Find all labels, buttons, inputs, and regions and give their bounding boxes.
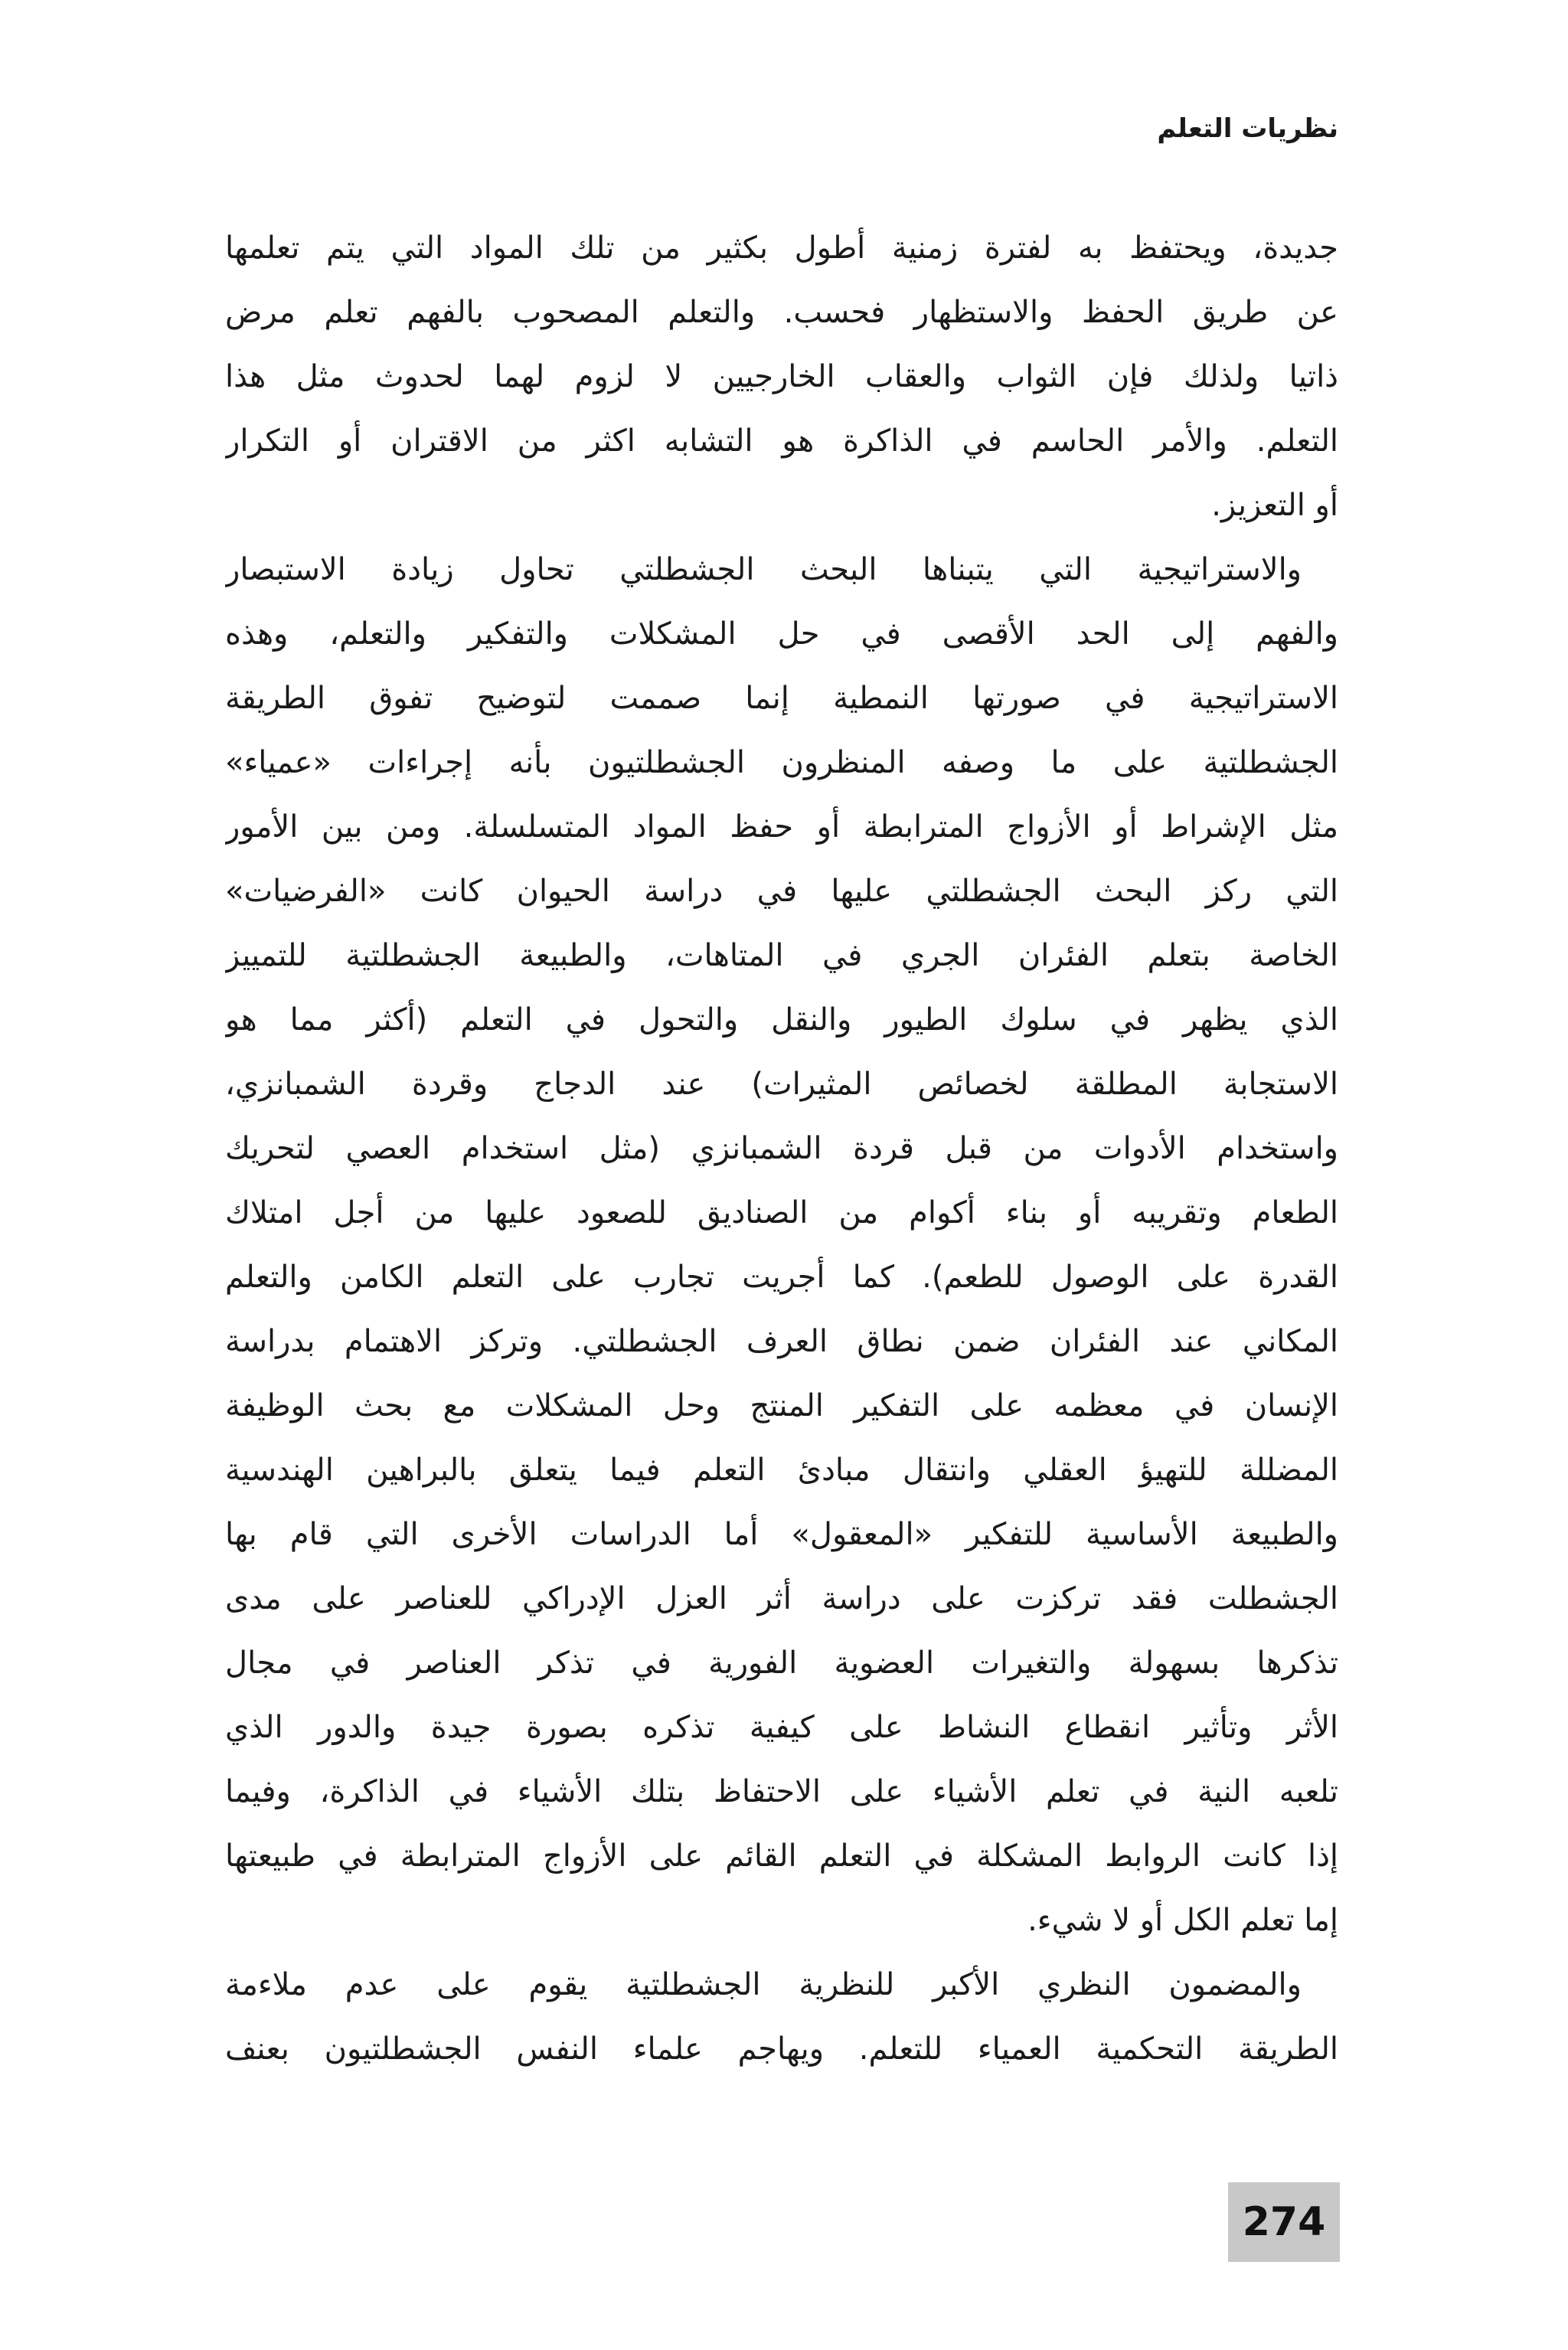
- text-line: تلعبه النية في تعلم الأشياء على الاحتفاظ بتلك الأشياء في الذاكرة، وفيما: [225, 1774, 1338, 1809]
- text-line: والاستراتيجية التي يتبناها البحث الجشطلتي تحاول زيادة الاستبصار: [225, 552, 1302, 587]
- text-line: أو التعزيز.: [1211, 488, 1338, 523]
- text-line: إذا كانت الروابط المشكلة في التعلم القائم على الأزواج المترابطة في طبيعتها: [225, 1838, 1338, 1874]
- text-line: والطبيعة الأساسية للتفكير «المعقول» أما الدراسات الأخرى التي قام بها: [225, 1517, 1338, 1552]
- text-line: المكاني عند الفئران ضمن نطاق العرف الجشطلتي. وتركز الاهتمام بدراسة: [225, 1324, 1338, 1359]
- text-line: ذاتيا ولذلك فإن الثواب والعقاب الخارجيين لا لزوم لهما لحدوث مثل هذا: [225, 359, 1338, 394]
- text-line: الجشطلت فقد تركزت على دراسة أثر العزل الإدراكي للعناصر على مدى: [225, 1581, 1338, 1616]
- text-line: الإنسان في معظمه على التفكير المنتج وحل المشكلات مع بحث الوظيفة: [225, 1388, 1338, 1423]
- running-title: نظريات التعلم: [1157, 113, 1338, 144]
- text-line: جديدة، ويحتفظ به لفترة زمنية أطول بكثير من تلك المواد التي يتم تعلمها: [225, 230, 1338, 266]
- text-line: التي ركز البحث الجشطلتي عليها في دراسة الحيوان كانت «الفرضيات»: [225, 874, 1338, 909]
- text-line: الذي يظهر في سلوك الطيور والنقل والتحول في التعلم (أكثر مما هو: [225, 1002, 1338, 1038]
- text-line: والفهم إلى الحد الأقصى في حل المشكلات والتفكير والتعلم، وهذه: [225, 616, 1338, 652]
- text-line: واستخدام الأدوات من قبل قردة الشمبانزي (مثل استخدام العصي لتحريك: [225, 1131, 1338, 1166]
- text-line: مثل الإشراط أو الأزواج المترابطة أو حفظ المواد المتسلسلة. ومن بين الأمور: [225, 809, 1338, 845]
- text-line: الطريقة التحكمية العمياء للتعلم. ويهاجم علماء النفس الجشطلتيون بعنف: [225, 2031, 1338, 2067]
- text-line: القدرة على الوصول للطعم). كما أجريت تجارب على التعلم الكامن والتعلم: [225, 1260, 1338, 1295]
- text-line: الطعام وتقريبه أو بناء أكوام من الصناديق للصعود عليها من أجل امتلاك: [225, 1195, 1338, 1231]
- text-line: تذكرها بسهولة والتغيرات العضوية الفورية في تذكر العناصر في مجال: [225, 1646, 1338, 1681]
- text-line: التعلم. والأمر الحاسم في الذاكرة هو التشابه اكثر من الاقتران أو التكرار: [225, 423, 1338, 459]
- text-line: الجشطلتية على ما وصفه المنظرون الجشطلتيون بأنه إجراءات «عمياء»: [225, 745, 1338, 780]
- text-line: الاستراتيجية في صورتها النمطية إنما صممت لتوضيح تفوق الطريقة: [225, 681, 1338, 716]
- text-line: إما تعلم الكل أو لا شيء.: [1027, 1903, 1338, 1938]
- page-number: 274: [1242, 2199, 1326, 2245]
- text-line: عن طريق الحفظ والاستظهار فحسب. والتعلم المصحوب بالفهم تعلم مرض: [225, 295, 1338, 330]
- text-line: الاستجابة المطلقة لخصائص المثيرات) عند الدجاج وقردة الشمبانزي،: [225, 1067, 1338, 1102]
- text-line: الأثر وتأثير انقطاع النشاط على كيفية تذكره بصورة جيدة والدور الذي: [225, 1710, 1338, 1745]
- page-number-box: [1228, 2182, 1340, 2262]
- text-line: والمضمون النظري الأكبر للنظرية الجشطلتية يقوم على عدم ملاءمة: [225, 1967, 1302, 2002]
- body-text: [225, 216, 1338, 2081]
- text-line: المضللة للتهيؤ العقلي وانتقال مبادئ التعلم فيما يتعلق بالبراهين الهندسية: [225, 1453, 1338, 1488]
- text-line: الخاصة بتعلم الفئران الجري في المتاهات، والطبيعة الجشطلتية للتمييز: [225, 938, 1338, 973]
